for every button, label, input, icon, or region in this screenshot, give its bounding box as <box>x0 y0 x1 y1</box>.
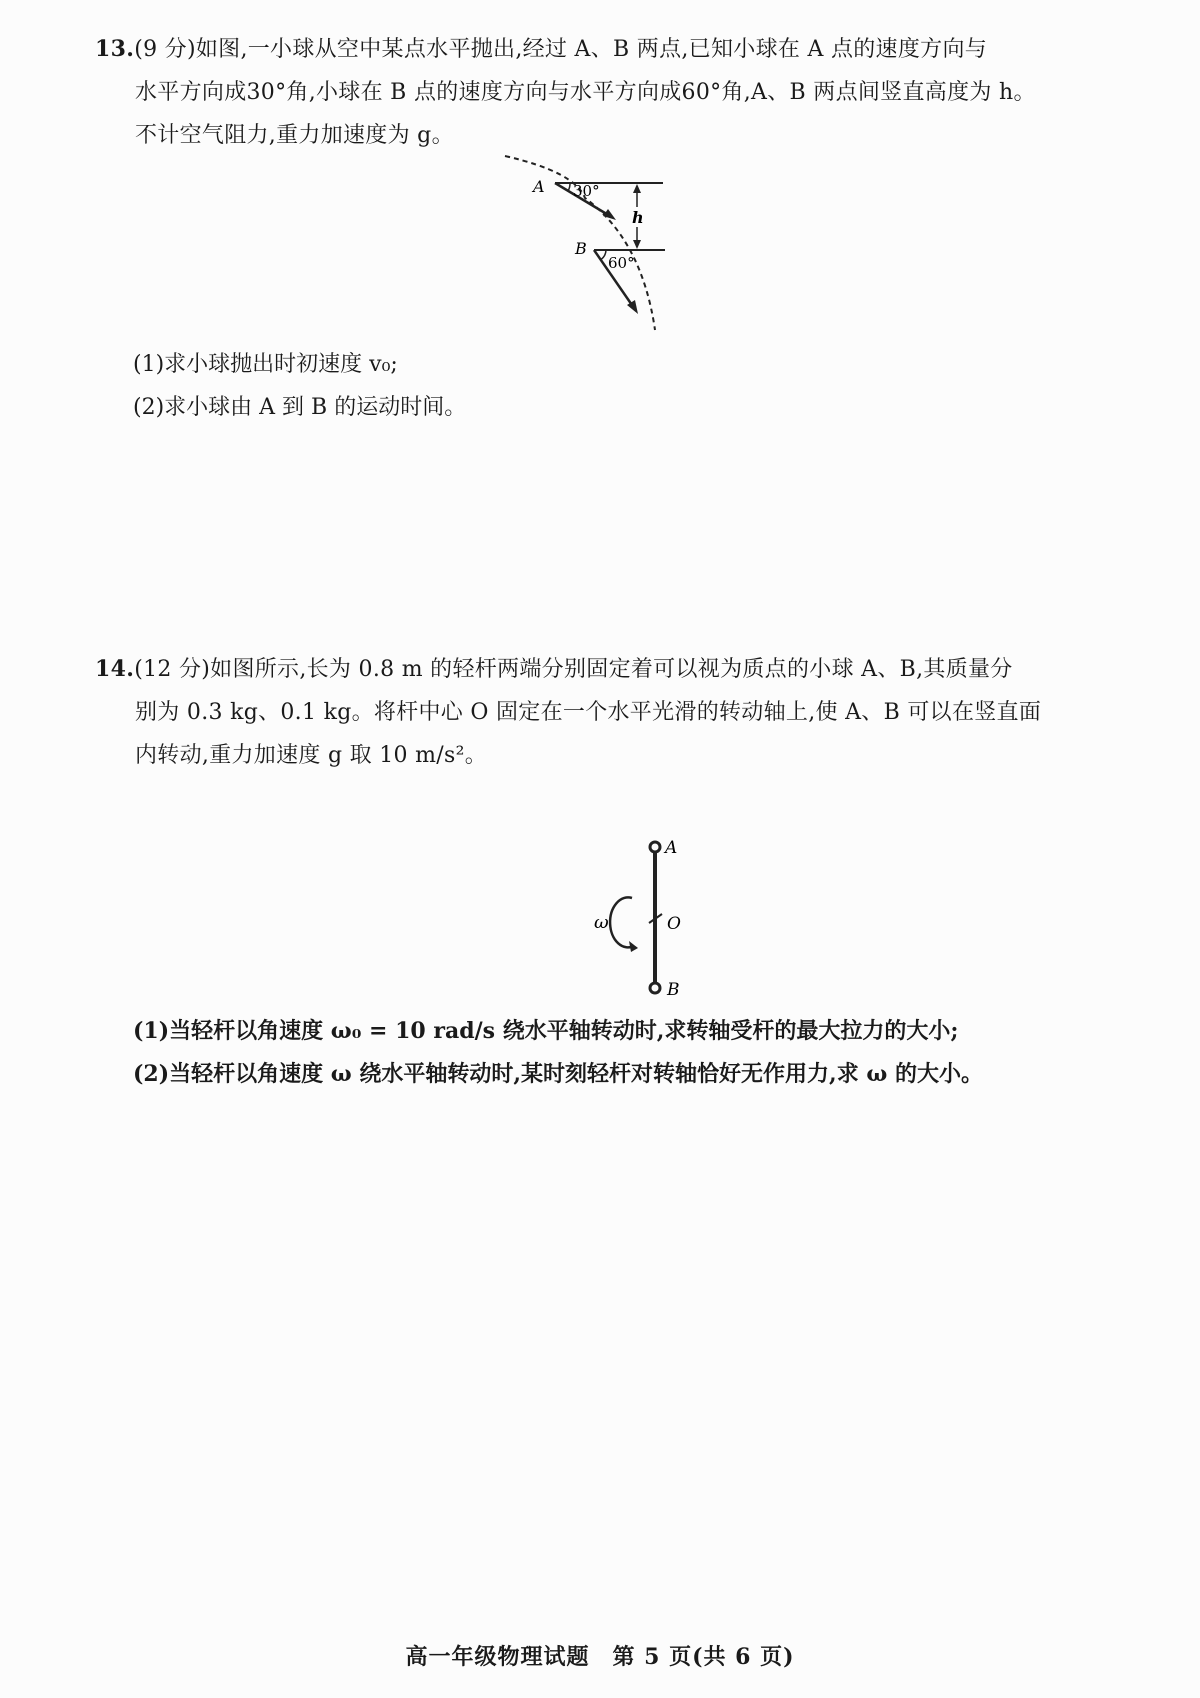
question-14-stem <box>95 648 1105 777</box>
figure-label-h: h <box>632 208 644 227</box>
question-14-line-1: (12 分)如图所示,长为 0.8 m 的轻杆两端分别固定着可以视为质点的小球 A、B,其质量分 <box>134 657 1013 682</box>
figure-label-a: A <box>665 838 678 858</box>
question-13-line-1: (9 分)如图,一小球从空中某点水平抛出,经过 A、B 两点,已知小球在 A 点的速度方向与 <box>134 37 988 62</box>
angle-arc-a <box>568 183 570 191</box>
height-arrow-top <box>633 184 641 193</box>
projectile-figure <box>500 150 730 354</box>
velocity-arrowhead-a <box>603 209 616 220</box>
question-14-part-2: (2)当轻杆以角速度 ω 绕水平轴转动时,某时刻轻杆对转轴恰好无作用力,求 ω 的大小。 <box>133 1061 983 1087</box>
question-14-part-1: (1)当轻杆以角速度 ω₀ = 10 rad/s 绕水平轴转动时,求转轴受杆的最大拉力的大小; <box>133 1018 959 1044</box>
figure-label-b: B <box>667 980 680 998</box>
figure-label-b: B <box>575 239 587 258</box>
question-13-stem <box>95 28 1105 157</box>
figure-label-omega: ω <box>594 912 609 933</box>
question-13-number: 13. <box>95 36 135 62</box>
figure-angle-60: 60° <box>608 254 635 272</box>
ball-b <box>650 983 660 993</box>
question-14-line-2: 别为 0.3 kg、0.1 kg。将杆中心 O 固定在一个水平光滑的转动轴上,使 A、B 可以在竖直面 <box>135 700 1042 725</box>
figure-label-a: A <box>533 177 545 196</box>
question-13-line-2: 水平方向成30°角,小球在 B 点的速度方向与水平方向成60°角,A、B 两点间竖直高度为 h。 <box>135 80 1036 105</box>
rod-figure <box>572 838 682 1002</box>
rotation-arrow <box>610 897 634 947</box>
page-footer: 高一年级物理试题 第 5 页(共 6 页) <box>405 1644 795 1670</box>
question-13-line-3: 不计空气阻力,重力加速度为 g。 <box>135 123 454 148</box>
height-arrow-bottom <box>633 240 641 249</box>
projectile-diagram <box>500 150 730 350</box>
question-13-part-1: (1)求小球抛出时初速度 v₀; <box>133 352 398 377</box>
rotation-arrowhead <box>629 941 638 952</box>
ball-a <box>650 842 660 852</box>
rotating-rod-diagram <box>572 838 682 998</box>
figure-angle-30: 30° <box>573 182 600 200</box>
question-14-number: 14. <box>95 656 135 682</box>
question-14-line-3: 内转动,重力加速度 g 取 10 m/s²。 <box>135 743 488 768</box>
question-13-part-2: (2)求小球由 A 到 B 的运动时间。 <box>133 395 467 420</box>
figure-label-o: O <box>667 914 681 934</box>
